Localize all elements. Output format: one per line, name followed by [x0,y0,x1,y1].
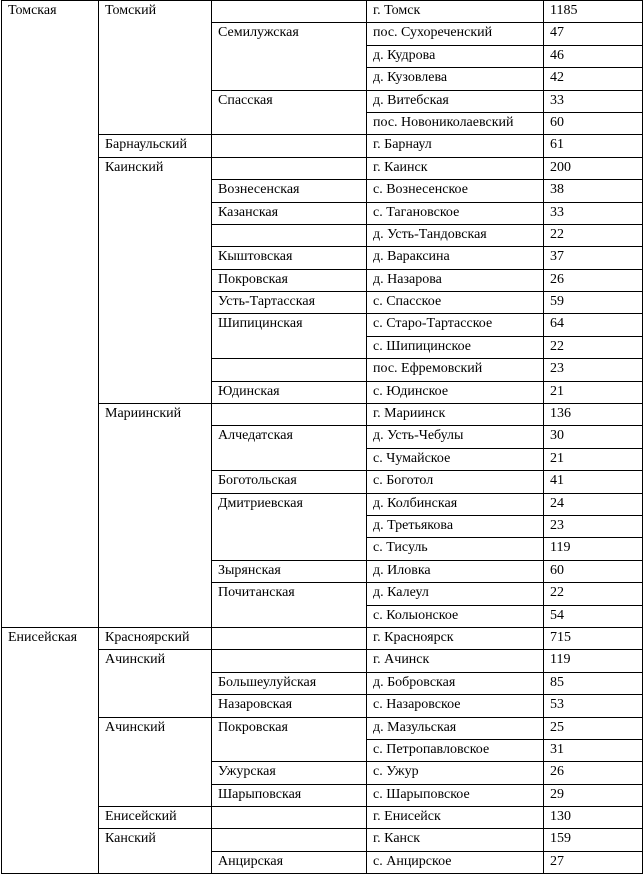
settlement-cell: д. Усть-Тандовская [367,224,544,246]
volost-cell [212,359,367,381]
count-cell: 41 [544,471,643,493]
count-cell: 53 [544,695,643,717]
volost-cell: Анцирская [212,851,367,873]
count-cell: 136 [544,404,643,426]
count-cell: 200 [544,157,643,179]
volost-cell: Казанская [212,202,367,224]
settlement-cell: г. Мариинск [367,404,544,426]
count-cell: 22 [544,224,643,246]
volost-cell: Спасская [212,90,367,135]
settlement-cell: д. Третьякова [367,515,544,537]
volost-cell: Усть-Тартасская [212,292,367,314]
count-cell: 30 [544,426,643,448]
settlement-cell: с. Вознесенское [367,180,544,202]
count-cell: 42 [544,68,643,90]
count-cell: 38 [544,180,643,202]
table-row [2,627,643,649]
volost-cell [212,627,367,649]
settlement-cell: с. Ужур [367,762,544,784]
volost-cell: Зырянская [212,560,367,582]
count-cell: 54 [544,605,643,627]
settlement-cell: г. Канск [367,829,544,851]
table-row [2,807,643,829]
count-cell: 21 [544,381,643,403]
count-cell: 715 [544,627,643,649]
volost-cell [212,807,367,829]
settlement-cell: с. Колыонское [367,605,544,627]
settlement-cell: д. Назарова [367,269,544,291]
volost-cell [212,404,367,426]
table-row [2,135,643,157]
district-cell: Томский [99,1,212,135]
census-table [1,0,643,874]
count-cell: 46 [544,45,643,67]
settlement-cell: с. Боготол [367,471,544,493]
settlement-cell: с. Анцирское [367,851,544,873]
settlement-cell: д. Колбинская [367,493,544,515]
settlement-cell: д. Кузовлева [367,68,544,90]
settlement-cell: с. Спасское [367,292,544,314]
count-cell: 26 [544,269,643,291]
count-cell: 130 [544,807,643,829]
settlement-cell: с. Шарыповское [367,784,544,806]
volost-cell: Шипицинская [212,314,367,359]
volost-cell [212,1,367,23]
settlement-cell: г. Томск [367,1,544,23]
settlement-cell: пос. Новониколаевский [367,112,544,134]
volost-cell: Назаровская [212,695,367,717]
settlement-cell: д. Кудрова [367,45,544,67]
count-cell: 22 [544,583,643,605]
district-cell: Канский [99,829,212,874]
settlement-cell: д. Калеул [367,583,544,605]
count-cell: 33 [544,202,643,224]
volost-cell: Шарыповская [212,784,367,806]
count-cell: 23 [544,359,643,381]
count-cell: 85 [544,672,643,694]
count-cell: 60 [544,560,643,582]
volost-cell: Семилужская [212,23,367,90]
table-row [2,157,643,179]
census-table-body [2,1,643,874]
settlement-cell: пос. Ефремовский [367,359,544,381]
table-row [2,404,643,426]
settlement-cell: д. Усть-Чебулы [367,426,544,448]
table-row [2,650,643,672]
settlement-cell: г. Енисейск [367,807,544,829]
volost-cell [212,157,367,179]
table-row [2,1,643,23]
count-cell: 1185 [544,1,643,23]
count-cell: 159 [544,829,643,851]
district-cell: Ачинский [99,650,212,717]
volost-cell [212,650,367,672]
count-cell: 59 [544,292,643,314]
settlement-cell: с. Чумайское [367,448,544,470]
count-cell: 64 [544,314,643,336]
count-cell: 37 [544,247,643,269]
count-cell: 60 [544,112,643,134]
district-cell: Мариинский [99,404,212,628]
settlement-cell: с. Тагановское [367,202,544,224]
settlement-cell: д. Вараксина [367,247,544,269]
volost-cell: Почитанская [212,583,367,628]
settlement-cell: г. Каинск [367,157,544,179]
volost-cell [212,224,367,246]
district-cell: Енисейский [99,807,212,829]
table-row [2,829,643,851]
settlement-cell: с. Старо-Тартасское [367,314,544,336]
count-cell: 25 [544,717,643,739]
count-cell: 27 [544,851,643,873]
settlement-cell: с. Тисуль [367,538,544,560]
volost-cell [212,135,367,157]
count-cell: 26 [544,762,643,784]
volost-cell: Вознесенская [212,180,367,202]
settlement-cell: г. Ачинск [367,650,544,672]
settlement-cell: д. Мазульская [367,717,544,739]
volost-cell: Покровская [212,269,367,291]
count-cell: 24 [544,493,643,515]
count-cell: 23 [544,515,643,537]
settlement-cell: г. Барнаул [367,135,544,157]
volost-cell: Боготольская [212,471,367,493]
volost-cell: Кыштовская [212,247,367,269]
district-cell: Красноярский [99,627,212,649]
settlement-cell: с. Петропавловское [367,739,544,761]
settlement-cell: г. Красноярск [367,627,544,649]
province-cell: Томская [2,1,99,628]
district-cell: Каинский [99,157,212,403]
settlement-cell: д. Бобровская [367,672,544,694]
district-cell: Барнаульский [99,135,212,157]
count-cell: 47 [544,23,643,45]
volost-cell: Алчедатская [212,426,367,471]
count-cell: 119 [544,538,643,560]
province-cell: Енисейская [2,627,99,873]
settlement-cell: д. Иловка [367,560,544,582]
settlement-cell: с. Юдинское [367,381,544,403]
count-cell: 61 [544,135,643,157]
count-cell: 33 [544,90,643,112]
volost-cell: Большеулуйская [212,672,367,694]
settlement-cell: д. Витебская [367,90,544,112]
table-row [2,717,643,739]
volost-cell: Дмитриевская [212,493,367,560]
settlement-cell: с. Назаровское [367,695,544,717]
settlement-cell: с. Шипицинское [367,336,544,358]
volost-cell [212,829,367,851]
settlement-cell: пос. Сухореченский [367,23,544,45]
district-cell: Ачинский [99,717,212,807]
volost-cell: Ужурская [212,762,367,784]
count-cell: 22 [544,336,643,358]
count-cell: 119 [544,650,643,672]
count-cell: 21 [544,448,643,470]
volost-cell: Юдинская [212,381,367,403]
count-cell: 29 [544,784,643,806]
volost-cell: Покровская [212,717,367,762]
count-cell: 31 [544,739,643,761]
